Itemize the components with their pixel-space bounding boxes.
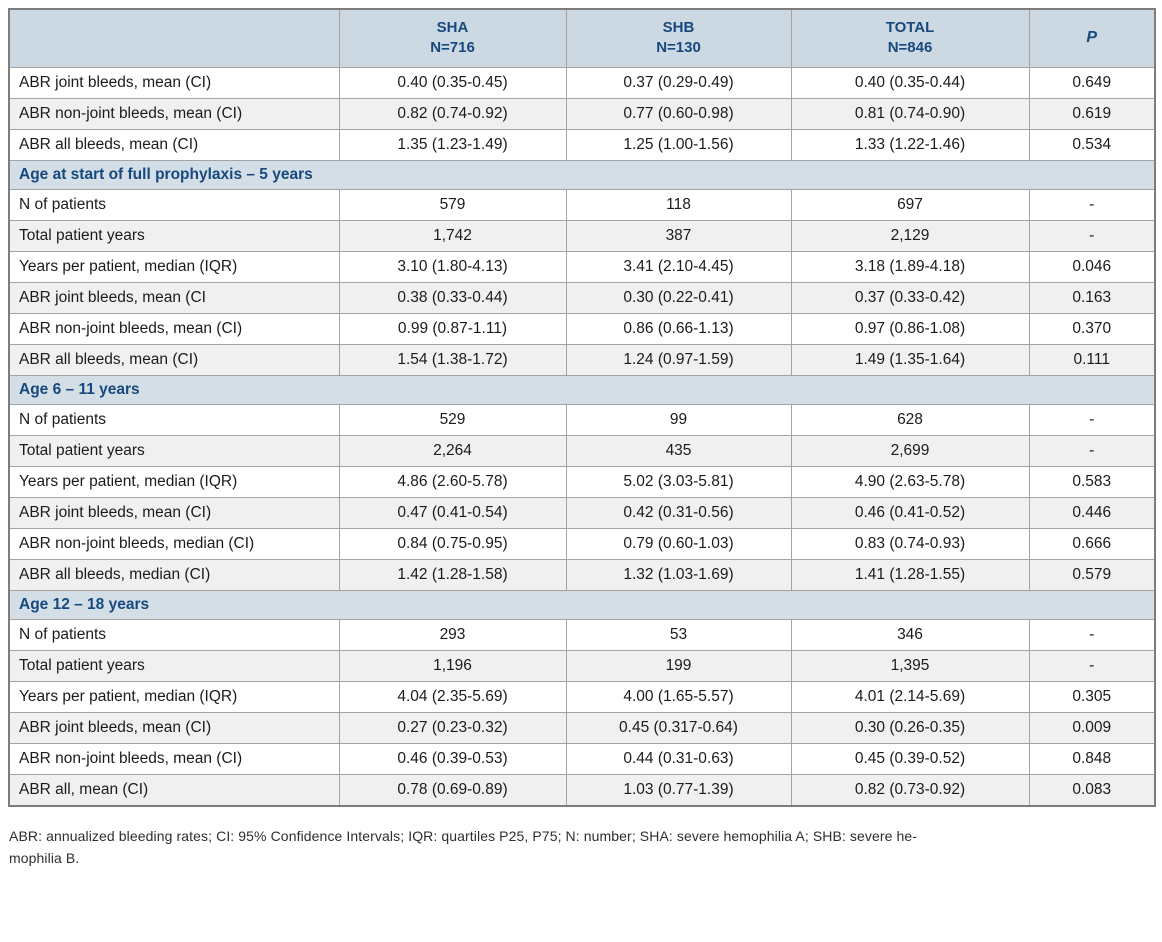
cell-sha: 2,264 [339,435,566,466]
section-header-row [9,590,1155,619]
row-label: N of patients [9,189,339,220]
row-label: Years per patient, median (IQR) [9,466,339,497]
cell-sha: 0.78 (0.69-0.89) [339,774,566,806]
cell-p: - [1029,189,1155,220]
cell-shb: 118 [566,189,791,220]
row-label: ABR all bleeds, mean (CI) [9,129,339,160]
cell-total: 2,129 [791,220,1029,251]
table-row [9,313,1155,344]
table-row [9,743,1155,774]
table-row [9,497,1155,528]
col-header-shb [566,9,791,67]
row-label: ABR non-joint bleeds, mean (CI) [9,313,339,344]
cell-total: 0.97 (0.86-1.08) [791,313,1029,344]
cell-shb: 0.44 (0.31-0.63) [566,743,791,774]
row-label: ABR non-joint bleeds, mean (CI) [9,98,339,129]
cell-total: 0.46 (0.41-0.52) [791,497,1029,528]
cell-shb: 5.02 (3.03-5.81) [566,466,791,497]
cell-p: - [1029,220,1155,251]
row-label: ABR all bleeds, median (CI) [9,559,339,590]
cell-sha: 579 [339,189,566,220]
cell-sha: 0.99 (0.87-1.11) [339,313,566,344]
cell-shb: 99 [566,404,791,435]
row-label: ABR all bleeds, mean (CI) [9,344,339,375]
cell-shb: 199 [566,650,791,681]
cell-shb: 3.41 (2.10-4.45) [566,251,791,282]
table-row [9,712,1155,743]
table-body [9,67,1155,806]
col-header-shb-name: SHB [662,19,695,37]
cell-shb: 0.45 (0.317-0.64) [566,712,791,743]
cell-shb: 1.25 (1.00-1.56) [566,129,791,160]
col-header-total-name: TOTAL [885,19,935,37]
cell-p: 0.305 [1029,681,1155,712]
cell-shb: 1.32 (1.03-1.69) [566,559,791,590]
row-label: ABR non-joint bleeds, median (CI) [9,528,339,559]
table-header [9,9,1155,67]
cell-total: 0.45 (0.39-0.52) [791,743,1029,774]
cell-total: 346 [791,619,1029,650]
cell-p: 0.619 [1029,98,1155,129]
col-header-sha-n: N=716 [430,39,475,57]
table-row [9,282,1155,313]
cell-p: 0.446 [1029,497,1155,528]
cell-shb: 4.00 (1.65-5.57) [566,681,791,712]
cell-total: 1.49 (1.35-1.64) [791,344,1029,375]
cell-p: - [1029,435,1155,466]
cell-total: 1,395 [791,650,1029,681]
section-header-label: Age at start of full prophylaxis – 5 years [9,160,1155,189]
cell-p: 0.046 [1029,251,1155,282]
cell-sha: 0.46 (0.39-0.53) [339,743,566,774]
cell-sha: 1.35 (1.23-1.49) [339,129,566,160]
table-row [9,619,1155,650]
cell-total: 4.90 (2.63-5.78) [791,466,1029,497]
cell-total: 1.33 (1.22-1.46) [791,129,1029,160]
cell-p: 0.649 [1029,67,1155,98]
cell-shb: 0.77 (0.60-0.98) [566,98,791,129]
row-label: ABR joint bleeds, mean (CI) [9,67,339,98]
table-row [9,435,1155,466]
row-label: N of patients [9,619,339,650]
cell-total: 0.81 (0.74-0.90) [791,98,1029,129]
cell-shb: 0.79 (0.60-1.03) [566,528,791,559]
cell-p: - [1029,404,1155,435]
cell-sha: 1.42 (1.28-1.58) [339,559,566,590]
cell-p: - [1029,619,1155,650]
cell-p: 0.848 [1029,743,1155,774]
table-row [9,559,1155,590]
cell-total: 3.18 (1.89-4.18) [791,251,1029,282]
row-label: Years per patient, median (IQR) [9,251,339,282]
table-row [9,650,1155,681]
table-row [9,98,1155,129]
row-label: ABR non-joint bleeds, mean (CI) [9,743,339,774]
col-header-sha-name: SHA [436,19,469,37]
cell-p: 0.111 [1029,344,1155,375]
col-header-sha [339,9,566,67]
table-row [9,67,1155,98]
table-row [9,251,1155,282]
cell-p: 0.163 [1029,282,1155,313]
row-label: N of patients [9,404,339,435]
row-label: ABR joint bleeds, mean (CI [9,282,339,313]
table-row [9,681,1155,712]
cell-total: 697 [791,189,1029,220]
table-row [9,404,1155,435]
cell-sha: 0.84 (0.75-0.95) [339,528,566,559]
col-header-p-name: P [1086,29,1098,47]
row-label: Total patient years [9,220,339,251]
cell-p: 0.009 [1029,712,1155,743]
cell-p: 0.666 [1029,528,1155,559]
cell-shb: 1.03 (0.77-1.39) [566,774,791,806]
table-row [9,129,1155,160]
table-row [9,528,1155,559]
footnote-line-1: ABR: annualized bleeding rates; CI: 95% Confidence Intervals; IQR: quartiles P25, P75; N: number; SHA: severe hemophilia A; SHB: severe he- [9,827,918,844]
table-row [9,189,1155,220]
section-header-label: Age 6 – 11 years [9,375,1155,404]
table-row [9,220,1155,251]
cell-sha: 0.27 (0.23-0.32) [339,712,566,743]
cell-total: 2,699 [791,435,1029,466]
cell-sha: 0.38 (0.33-0.44) [339,282,566,313]
cell-sha: 0.47 (0.41-0.54) [339,497,566,528]
cell-p: 0.534 [1029,129,1155,160]
cell-total: 0.82 (0.73-0.92) [791,774,1029,806]
cell-total: 0.37 (0.33-0.42) [791,282,1029,313]
col-header-shb-n: N=130 [656,39,701,57]
cell-total: 0.83 (0.74-0.93) [791,528,1029,559]
cell-total: 628 [791,404,1029,435]
corner-cell [9,9,339,67]
section-header-row [9,160,1155,189]
header-row [9,9,1155,67]
col-header-p [1029,9,1155,67]
section-header-row [9,375,1155,404]
cell-sha: 4.04 (2.35-5.69) [339,681,566,712]
cell-sha: 1,742 [339,220,566,251]
row-label: ABR joint bleeds, mean (CI) [9,712,339,743]
cell-sha: 1,196 [339,650,566,681]
bleeding-rates-table [8,8,1156,807]
cell-p: - [1029,650,1155,681]
cell-p: 0.370 [1029,313,1155,344]
cell-sha: 0.82 (0.74-0.92) [339,98,566,129]
cell-shb: 387 [566,220,791,251]
cell-p: 0.583 [1029,466,1155,497]
table-footnote [9,825,1154,869]
cell-total: 4.01 (2.14-5.69) [791,681,1029,712]
footnote-line-2: mophilia B. [9,849,80,866]
table-row [9,774,1155,806]
cell-total: 0.40 (0.35-0.44) [791,67,1029,98]
col-header-total [791,9,1029,67]
cell-shb: 0.86 (0.66-1.13) [566,313,791,344]
row-label: ABR all, mean (CI) [9,774,339,806]
row-label: Total patient years [9,435,339,466]
cell-shb: 0.42 (0.31-0.56) [566,497,791,528]
cell-sha: 1.54 (1.38-1.72) [339,344,566,375]
cell-sha: 529 [339,404,566,435]
row-label: Years per patient, median (IQR) [9,681,339,712]
cell-p: 0.083 [1029,774,1155,806]
section-header-label: Age 12 – 18 years [9,590,1155,619]
cell-sha: 0.40 (0.35-0.45) [339,67,566,98]
cell-shb: 0.37 (0.29-0.49) [566,67,791,98]
table-row [9,344,1155,375]
cell-total: 1.41 (1.28-1.55) [791,559,1029,590]
cell-total: 0.30 (0.26-0.35) [791,712,1029,743]
cell-shb: 53 [566,619,791,650]
cell-shb: 1.24 (0.97-1.59) [566,344,791,375]
cell-sha: 293 [339,619,566,650]
cell-shb: 0.30 (0.22-0.41) [566,282,791,313]
row-label: Total patient years [9,650,339,681]
cell-shb: 435 [566,435,791,466]
cell-sha: 4.86 (2.60-5.78) [339,466,566,497]
cell-p: 0.579 [1029,559,1155,590]
cell-sha: 3.10 (1.80-4.13) [339,251,566,282]
table-row [9,466,1155,497]
row-label: ABR joint bleeds, mean (CI) [9,497,339,528]
col-header-total-n: N=846 [887,39,933,57]
